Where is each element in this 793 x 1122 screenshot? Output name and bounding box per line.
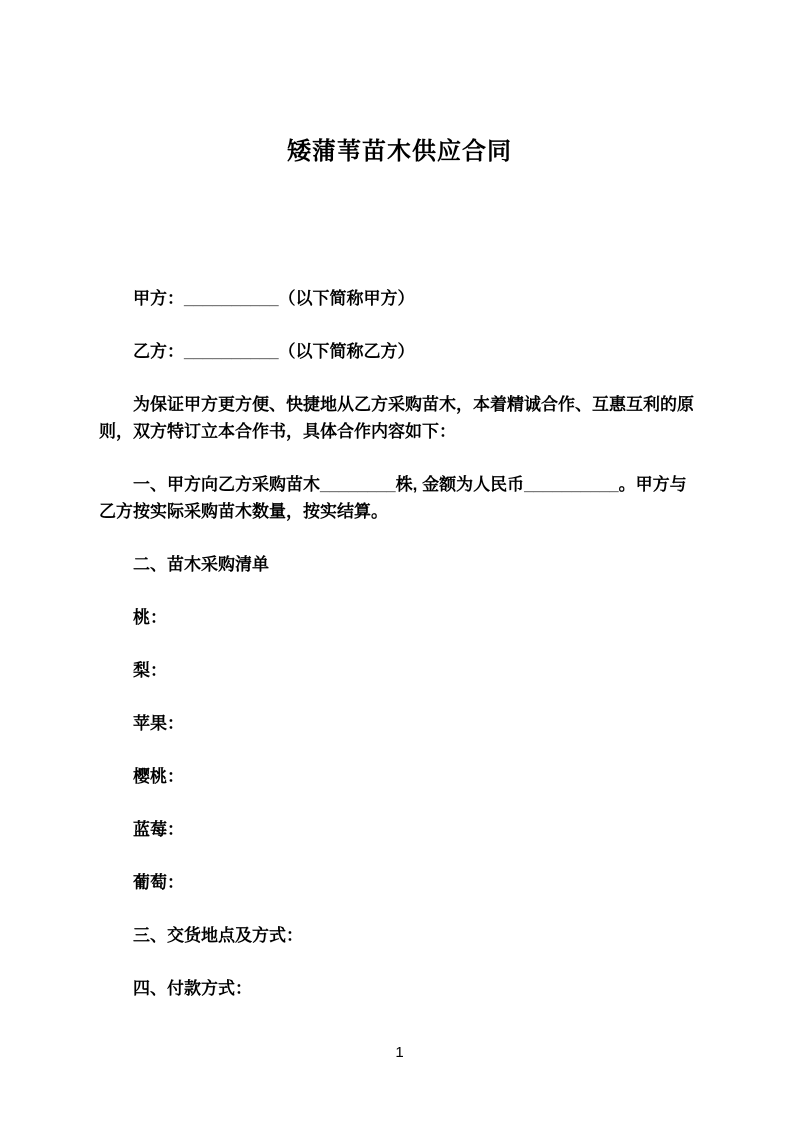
purchase-item-blueberry: 蓝莓： <box>133 820 184 839</box>
purchase-item-cherry: 樱桃： <box>133 767 184 786</box>
document-title: 矮蒲苇苗木供应合同 <box>287 138 512 165</box>
purchase-item-pear: 梨： <box>133 661 167 680</box>
purchase-item-apple: 苹果： <box>133 714 184 733</box>
page-number: 1 <box>395 1044 404 1061</box>
clause-1-paragraph: 一、甲方向乙方采购苗木________株, 金额为人民币__________。甲方与乙方按实际采购苗木数量，按实结算。 <box>99 475 687 521</box>
clause-3-heading: 三、交货地点及方式： <box>133 926 303 945</box>
clause-2-heading: 二、苗木采购清单 <box>133 555 269 574</box>
preamble-paragraph: 为保证甲方更方便、快捷地从乙方采购苗木，本着精诚合作、互惠互利的原则，双方特订立本合作书，具体合作内容如下： <box>99 395 694 441</box>
purchase-item-peach: 桃： <box>133 608 167 627</box>
party-b-line: 乙方：__________（以下简称乙方） <box>133 342 415 361</box>
clause-4-heading: 四、付款方式： <box>133 979 252 998</box>
purchase-item-grape: 葡萄： <box>133 873 184 892</box>
party-a-line: 甲方：__________（以下简称甲方） <box>133 289 415 308</box>
